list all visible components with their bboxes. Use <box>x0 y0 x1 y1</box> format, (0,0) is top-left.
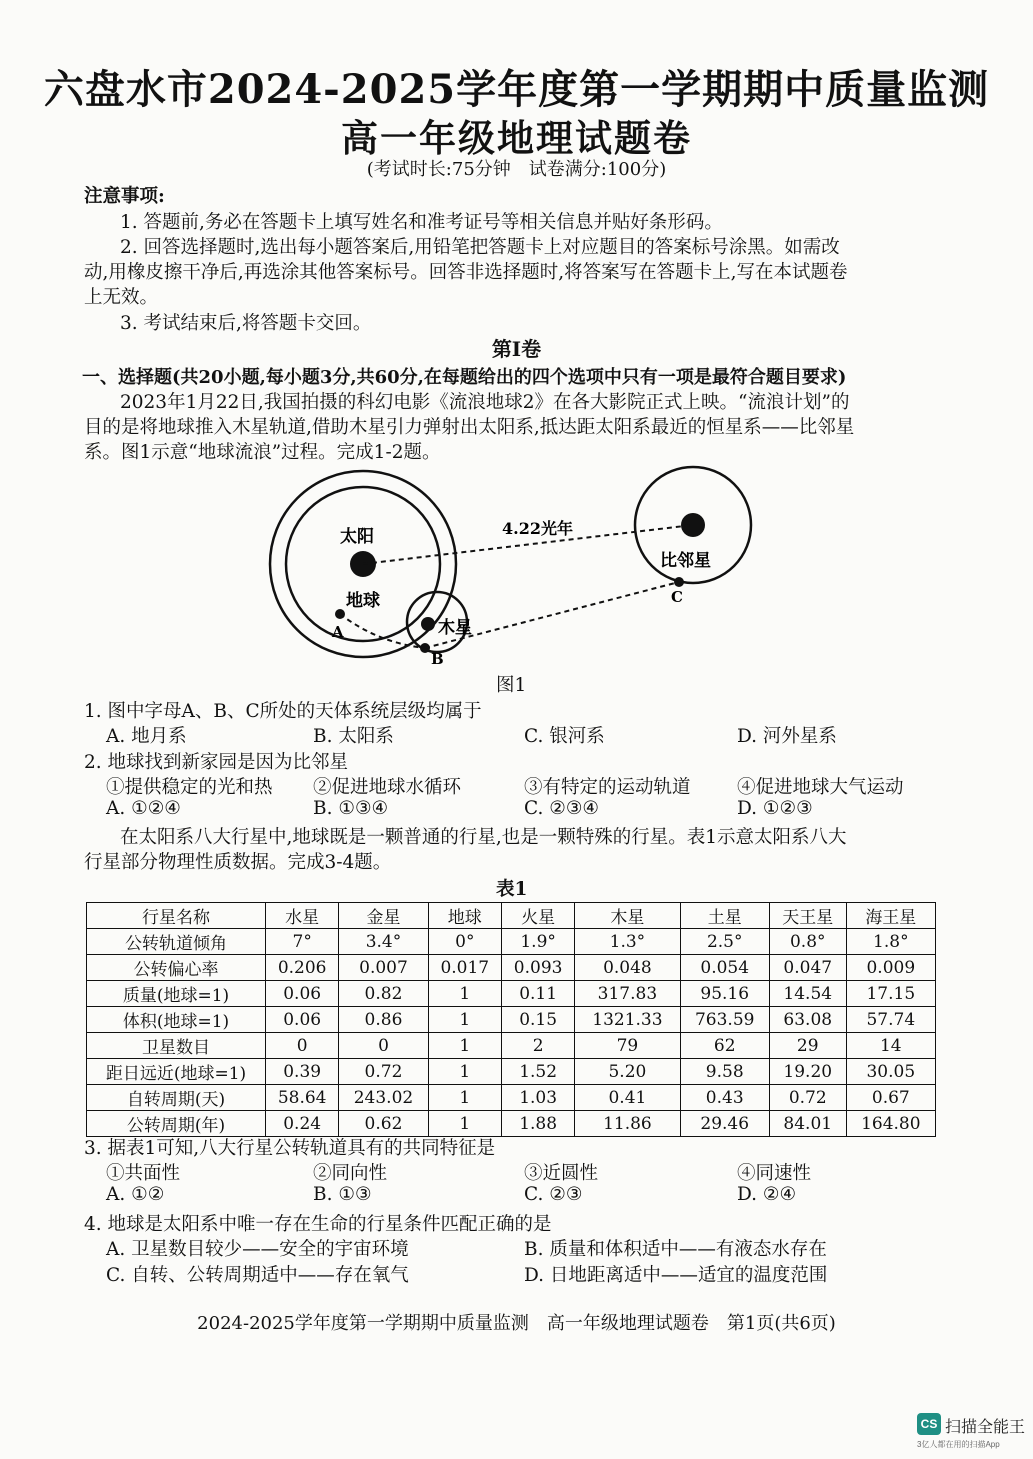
table-cell: 14.54 <box>769 981 846 1007</box>
table-row <box>87 1111 936 1137</box>
table-row-label: 自转周期(天) <box>87 1085 266 1111</box>
table-cell: 1 <box>428 1111 501 1137</box>
q3-item-3: ③近圆性 <box>524 1163 599 1184</box>
table-cell: 7° <box>266 929 339 955</box>
table-cell: 0.06 <box>266 981 339 1007</box>
table-cell: 0.054 <box>680 955 769 981</box>
page-footer: 2024-2025学年度第一学期期中质量监测 高一年级地理试题卷 第1页(共6页) <box>197 1313 836 1334</box>
table-row <box>87 1033 936 1059</box>
q1-option-d: D. 河外星系 <box>737 726 837 747</box>
q2-item-3: ③有特定的运动轨道 <box>524 777 691 798</box>
question-3-stem: 3. 据表1可知,八大行星公转轨道具有的共同特征是 <box>84 1138 496 1159</box>
q4-option-d: D. 日地距离适中——适宜的温度范围 <box>524 1265 828 1286</box>
table-cell: 30.05 <box>846 1059 935 1085</box>
table-cell: 火星 <box>501 903 574 929</box>
table-cell: 29 <box>769 1033 846 1059</box>
label-proxima: 比邻星 <box>660 551 711 571</box>
scanner-logo-icon: CS <box>917 1413 941 1435</box>
q3-item-1: ①共面性 <box>106 1163 181 1184</box>
table-row-label: 距日远近(地球=1) <box>87 1059 266 1085</box>
intro-line: 系。图1示意“地球流浪”过程。完成1-2题。 <box>84 442 441 463</box>
table-cell: 1 <box>428 1059 501 1085</box>
table-cell: 0.86 <box>339 1007 428 1033</box>
table-cell: 1 <box>428 981 501 1007</box>
exam-duration: (考试时长:75分钟 试卷满分:100分) <box>366 159 667 180</box>
jupiter-dot <box>421 617 435 631</box>
label-earth: 地球 <box>346 591 380 611</box>
table-cell: 0.67 <box>846 1085 935 1111</box>
table-cell: 14 <box>846 1033 935 1059</box>
table-cell: 0.093 <box>501 955 574 981</box>
table-cell: 土星 <box>680 903 769 929</box>
q2-item-2: ②促进地球水循环 <box>313 777 462 798</box>
part-title: 第Ⅰ卷 <box>491 337 542 361</box>
table-row <box>87 1085 936 1111</box>
q2-option-c: C. ②③④ <box>524 798 600 819</box>
label-sun: 太阳 <box>340 527 374 547</box>
table-cell: 58.64 <box>266 1085 339 1111</box>
notice-line: 上无效。 <box>84 287 159 308</box>
table-cell: 0 <box>339 1033 428 1059</box>
table-cell: 0.82 <box>339 981 428 1007</box>
q1-option-b: B. 太阳系 <box>313 726 394 747</box>
table-cell: 62 <box>680 1033 769 1059</box>
path-b-to-c <box>425 582 679 648</box>
table-row-label: 公转轨道倾角 <box>87 929 266 955</box>
table-cell: 79 <box>575 1033 680 1059</box>
table-row <box>87 955 936 981</box>
q3-item-2: ②同向性 <box>313 1163 388 1184</box>
scanner-tagline: 3亿人都在用的扫描App <box>917 1440 1000 1449</box>
table-row-label: 行星名称 <box>87 903 266 929</box>
q2-option-a: A. ①②④ <box>106 798 181 819</box>
label-b: B <box>431 650 444 668</box>
table-cell: 29.46 <box>680 1111 769 1137</box>
table-row-label: 公转偏心率 <box>87 955 266 981</box>
table-cell: 天王星 <box>769 903 846 929</box>
table-cell: 0.72 <box>769 1085 846 1111</box>
table-cell: 0.8° <box>769 929 846 955</box>
label-c: C <box>671 588 683 606</box>
table-cell: 11.86 <box>575 1111 680 1137</box>
intro-line: 2023年1月22日,我国拍摄的科幻电影《流浪地球2》在各大影院正式上映。“流浪计划”的 <box>120 392 850 413</box>
table-row <box>87 1007 936 1033</box>
intro-line: 目的是将地球推入木星轨道,借助木星引力弹射出太阳系,抵达距太阳系最近的恒星系——比邻星 <box>84 417 855 438</box>
table-caption: 表1 <box>496 879 528 900</box>
q4-option-b: B. 质量和体积适中——有液态水存在 <box>524 1239 827 1260</box>
table-cell: 0.017 <box>428 955 501 981</box>
table-cell: 3.4° <box>339 929 428 955</box>
table-cell: 0.43 <box>680 1085 769 1111</box>
table-cell: 317.83 <box>575 981 680 1007</box>
table-row <box>87 981 936 1007</box>
q2-item-1: ①提供稳定的光和热 <box>106 777 273 798</box>
table-cell: 1 <box>428 1085 501 1111</box>
q1-option-c: C. 银河系 <box>524 726 605 747</box>
table-cell: 19.20 <box>769 1059 846 1085</box>
table-row <box>87 929 936 955</box>
notice-line: 2. 回答选择题时,选出每小题答案后,用铅笔把答题卡上对应题目的答案标号涂黑。如需改 <box>120 237 840 258</box>
table-header-row <box>87 903 936 929</box>
intro-3-4: 在太阳系八大行星中,地球既是一颗普通的行星,也是一颗特殊的行星。表1示意太阳系八大 <box>120 827 847 848</box>
notice-heading: 注意事项: <box>84 186 165 207</box>
q3-option-b: B. ①③ <box>313 1184 372 1205</box>
q2-item-4: ④促进地球大气运动 <box>737 777 904 798</box>
table-cell: 1.03 <box>501 1085 574 1111</box>
figure-1-diagram <box>260 460 780 675</box>
section-heading: 一、选择题(共20小题,每小题3分,共60分,在每题给出的四个选项中只有一项是最符合题目要求) <box>82 367 847 388</box>
table-cell: 1 <box>428 1007 501 1033</box>
q2-option-d: D. ①②③ <box>737 798 813 819</box>
table-cell: 5.20 <box>575 1059 680 1085</box>
table-cell: 1.9° <box>501 929 574 955</box>
question-2-stem: 2. 地球找到新家园是因为比邻星 <box>84 752 349 773</box>
q4-option-c: C. 自转、公转周期适中——存在氧气 <box>106 1265 409 1286</box>
table-cell: 金星 <box>339 903 428 929</box>
label-a: A <box>332 623 344 641</box>
label-jupiter: 木星 <box>438 618 472 638</box>
table-cell: 0.06 <box>266 1007 339 1033</box>
notice-line: 1. 答题前,务必在答题卡上填写姓名和准考证号等相关信息并贴好条形码。 <box>120 212 723 233</box>
table-cell: 0.15 <box>501 1007 574 1033</box>
label-distance: 4.22光年 <box>502 519 573 538</box>
table-cell: 1 <box>428 1033 501 1059</box>
table-cell: 17.15 <box>846 981 935 1007</box>
table-cell: 木星 <box>575 903 680 929</box>
question-4-stem: 4. 地球是太阳系中唯一存在生命的行星条件匹配正确的是 <box>84 1214 552 1235</box>
table-cell: 1.52 <box>501 1059 574 1085</box>
table-cell: 2.5° <box>680 929 769 955</box>
table-cell: 243.02 <box>339 1085 428 1111</box>
table-cell: 海王星 <box>846 903 935 929</box>
q1-option-a: A. 地月系 <box>106 726 187 747</box>
table-cell: 0.24 <box>266 1111 339 1137</box>
table-cell: 1321.33 <box>575 1007 680 1033</box>
table-cell: 0.206 <box>266 955 339 981</box>
table-cell: 95.16 <box>680 981 769 1007</box>
q3-item-4: ④同速性 <box>737 1163 812 1184</box>
table-cell: 63.08 <box>769 1007 846 1033</box>
table-cell: 0.62 <box>339 1111 428 1137</box>
table-cell: 水星 <box>266 903 339 929</box>
table-cell: 0.007 <box>339 955 428 981</box>
exam-subtitle: 高一年级地理试题卷 <box>341 116 692 160</box>
table-cell: 0° <box>428 929 501 955</box>
table-cell: 1.8° <box>846 929 935 955</box>
notice-line: 动,用橡皮擦干净后,再选涂其他答案标号。回答非选择题时,将答案写在答题卡上,写在本试题卷 <box>84 262 848 283</box>
intro-3-4: 行星部分物理性质数据。完成3-4题。 <box>84 852 392 873</box>
table-row <box>87 1059 936 1085</box>
q3-option-d: D. ②④ <box>737 1184 797 1205</box>
q3-option-c: C. ②③ <box>524 1184 583 1205</box>
table-cell: 0.11 <box>501 981 574 1007</box>
scanner-app-name: 扫描全能王 <box>945 1419 1026 1436</box>
table-cell: 0 <box>266 1033 339 1059</box>
question-1-stem: 1. 图中字母A、B、C所处的天体系统层级均属于 <box>84 701 482 722</box>
table-cell: 1.3° <box>575 929 680 955</box>
table-cell: 地球 <box>428 903 501 929</box>
table-cell: 9.58 <box>680 1059 769 1085</box>
table-row-label: 体积(地球=1) <box>87 1007 266 1033</box>
q4-option-a: A. 卫星数目较少——安全的宇宙环境 <box>106 1239 409 1260</box>
table-cell: 0.41 <box>575 1085 680 1111</box>
exam-title: 六盘水市2024-2025学年度第一学期期中质量监测 <box>43 66 990 113</box>
table-cell: 0.009 <box>846 955 935 981</box>
table-cell: 0.39 <box>266 1059 339 1085</box>
table-row-label: 公转周期(年) <box>87 1111 266 1137</box>
table-cell: 84.01 <box>769 1111 846 1137</box>
planet-data-table <box>86 902 936 1137</box>
table-cell: 2 <box>501 1033 574 1059</box>
q2-option-b: B. ①③④ <box>313 798 389 819</box>
notice-line: 3. 考试结束后,将答题卡交回。 <box>120 313 372 334</box>
table-cell: 763.59 <box>680 1007 769 1033</box>
table-row-label: 卫星数目 <box>87 1033 266 1059</box>
figure-caption: 图1 <box>496 675 527 696</box>
table-cell: 164.80 <box>846 1111 935 1137</box>
table-cell: 0.048 <box>575 955 680 981</box>
table-row-label: 质量(地球=1) <box>87 981 266 1007</box>
q3-option-a: A. ①② <box>106 1184 165 1205</box>
table-cell: 57.74 <box>846 1007 935 1033</box>
table-cell: 0.047 <box>769 955 846 981</box>
table-cell: 1.88 <box>501 1111 574 1137</box>
table-cell: 0.72 <box>339 1059 428 1085</box>
